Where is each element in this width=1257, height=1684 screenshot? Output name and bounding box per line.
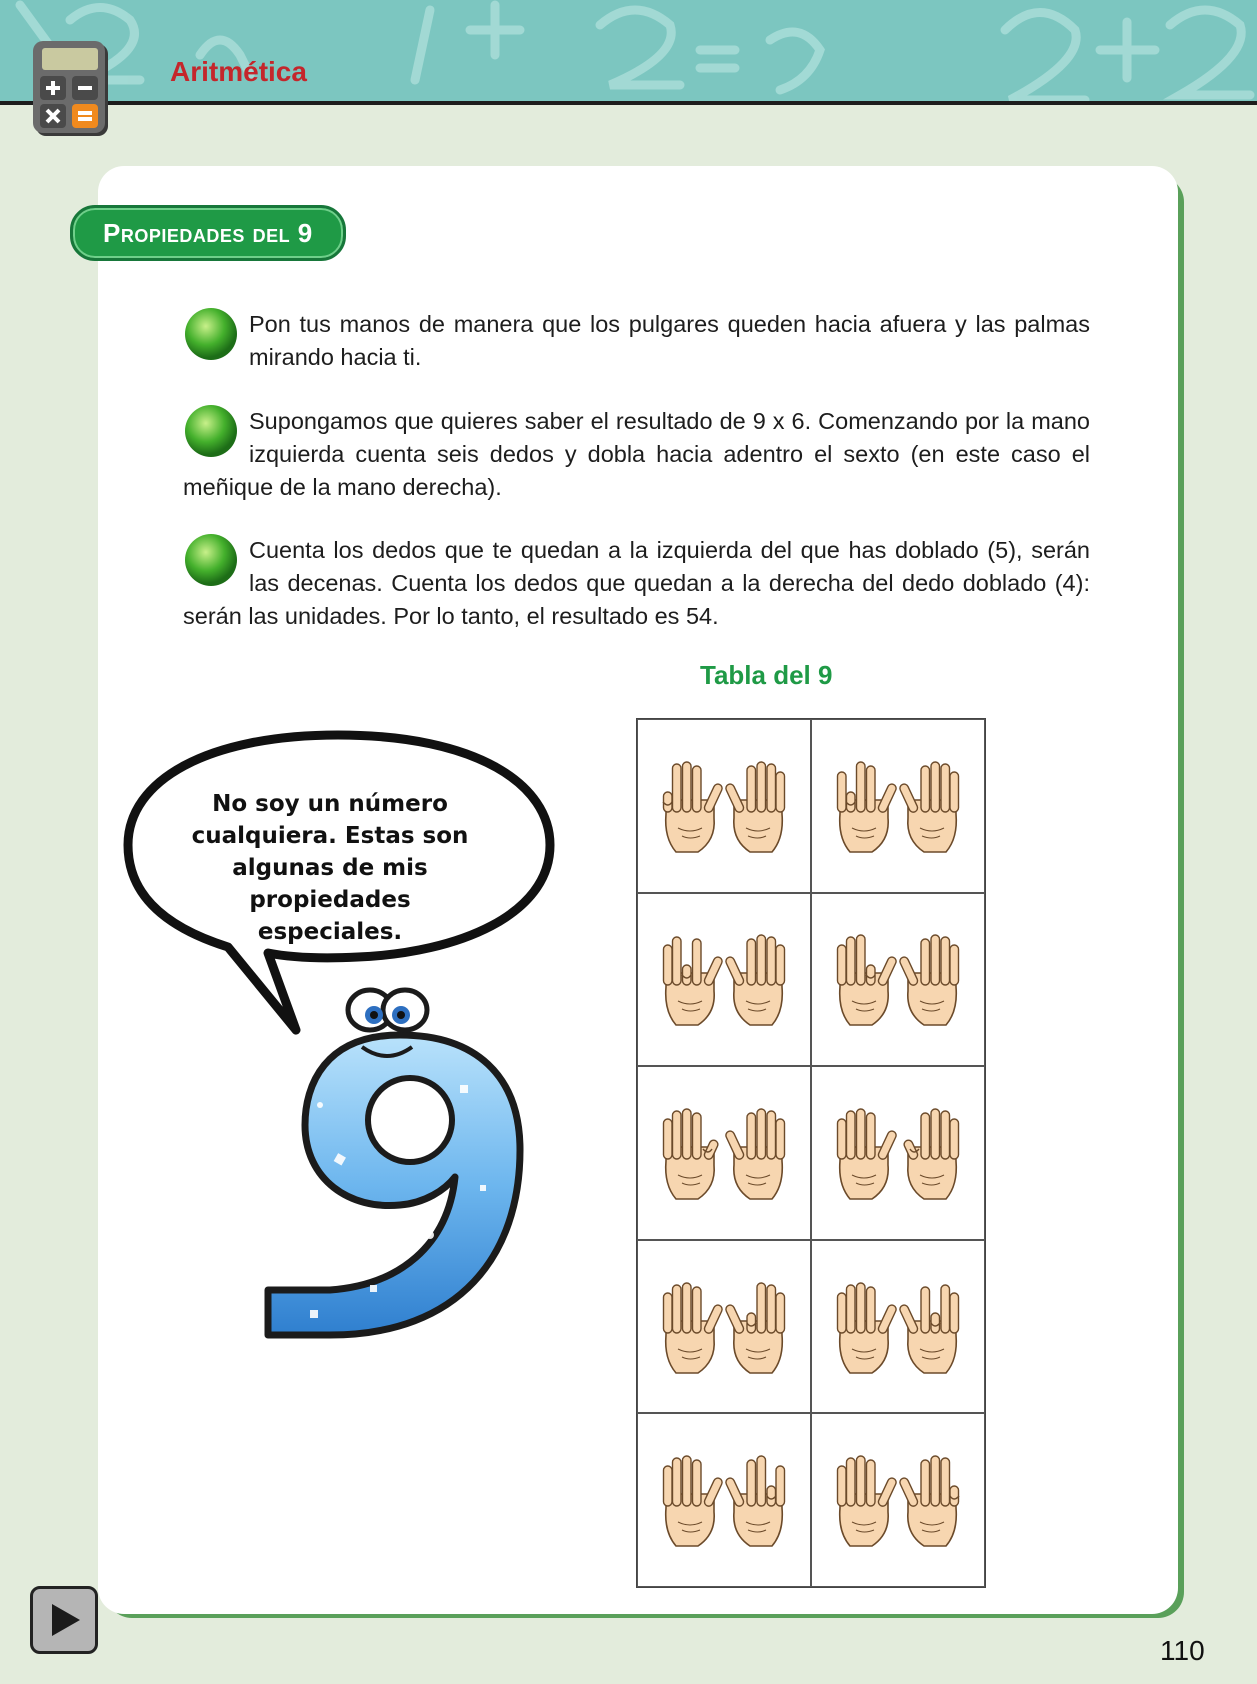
bubble-line: propiedades especiales. (249, 887, 411, 945)
hands-pair-icon (828, 1099, 968, 1207)
bubble-line: No soy un número (212, 791, 448, 817)
bubble-text (180, 788, 480, 948)
hands-pair-icon (654, 752, 794, 860)
nine-character-illustration (250, 985, 550, 1345)
hands-table (636, 718, 986, 1588)
topic-title: Propiedades del 9 (103, 217, 313, 248)
calculator-icon (30, 40, 114, 140)
paragraph-1-text: Pon tus manos de manera que los pulgares queden hacia afuera y las palmas mirando hacia ti. (249, 311, 1090, 370)
paragraph-2-text: Supongamos que quieres saber el resultado de 9 x 6. Comenzando por la mano izquierda cuenta seis dedos y dobla hacia adentro el sexto (en este caso el meñique de la mano derecha). (183, 408, 1090, 500)
bubble-line: cualquiera. Estas son (191, 823, 469, 849)
page-number: 110 (1160, 1635, 1205, 1666)
hands-cell (811, 893, 985, 1067)
hands-pair-icon (654, 1099, 794, 1207)
hands-cell (811, 1413, 985, 1587)
section-title: Aritmética (170, 56, 307, 87)
hands-pair-icon (654, 925, 794, 1033)
play-button[interactable] (30, 1586, 98, 1654)
hands-cell (811, 1066, 985, 1240)
paragraph-1 (183, 308, 1090, 374)
bubble-line: algunas de mis (232, 855, 428, 881)
hands-pair-icon (654, 1446, 794, 1554)
hands-cell (637, 1413, 811, 1587)
green-bullet-icon (183, 403, 239, 459)
hands-pair-icon (828, 752, 968, 860)
hands-pair-icon (828, 1446, 968, 1554)
play-icon (44, 1600, 84, 1640)
hands-pair-icon (828, 925, 968, 1033)
table-title: Tabla del 9 (700, 660, 833, 690)
hands-pair-icon (828, 1273, 968, 1381)
hands-cell (637, 1066, 811, 1240)
hands-cell (637, 1240, 811, 1414)
paragraph-3-text: Cuenta los dedos que te quedan a la izquierda del que has doblado (5), serán las decenas. Cuenta los dedos que quedan a la derecha del dedo doblado (4): serán las unidades. Por lo tanto, el resultado es 54. (183, 537, 1090, 629)
topic-title-pill (70, 205, 346, 261)
hands-cell (811, 1240, 985, 1414)
paragraph-3 (183, 534, 1090, 633)
paragraph-2 (183, 405, 1090, 504)
green-bullet-icon (183, 306, 239, 362)
header-rule (0, 101, 1257, 105)
hands-cell (637, 893, 811, 1067)
hands-cell (637, 719, 811, 893)
green-bullet-icon (183, 532, 239, 588)
hands-cell (811, 719, 985, 893)
hands-pair-icon (654, 1273, 794, 1381)
